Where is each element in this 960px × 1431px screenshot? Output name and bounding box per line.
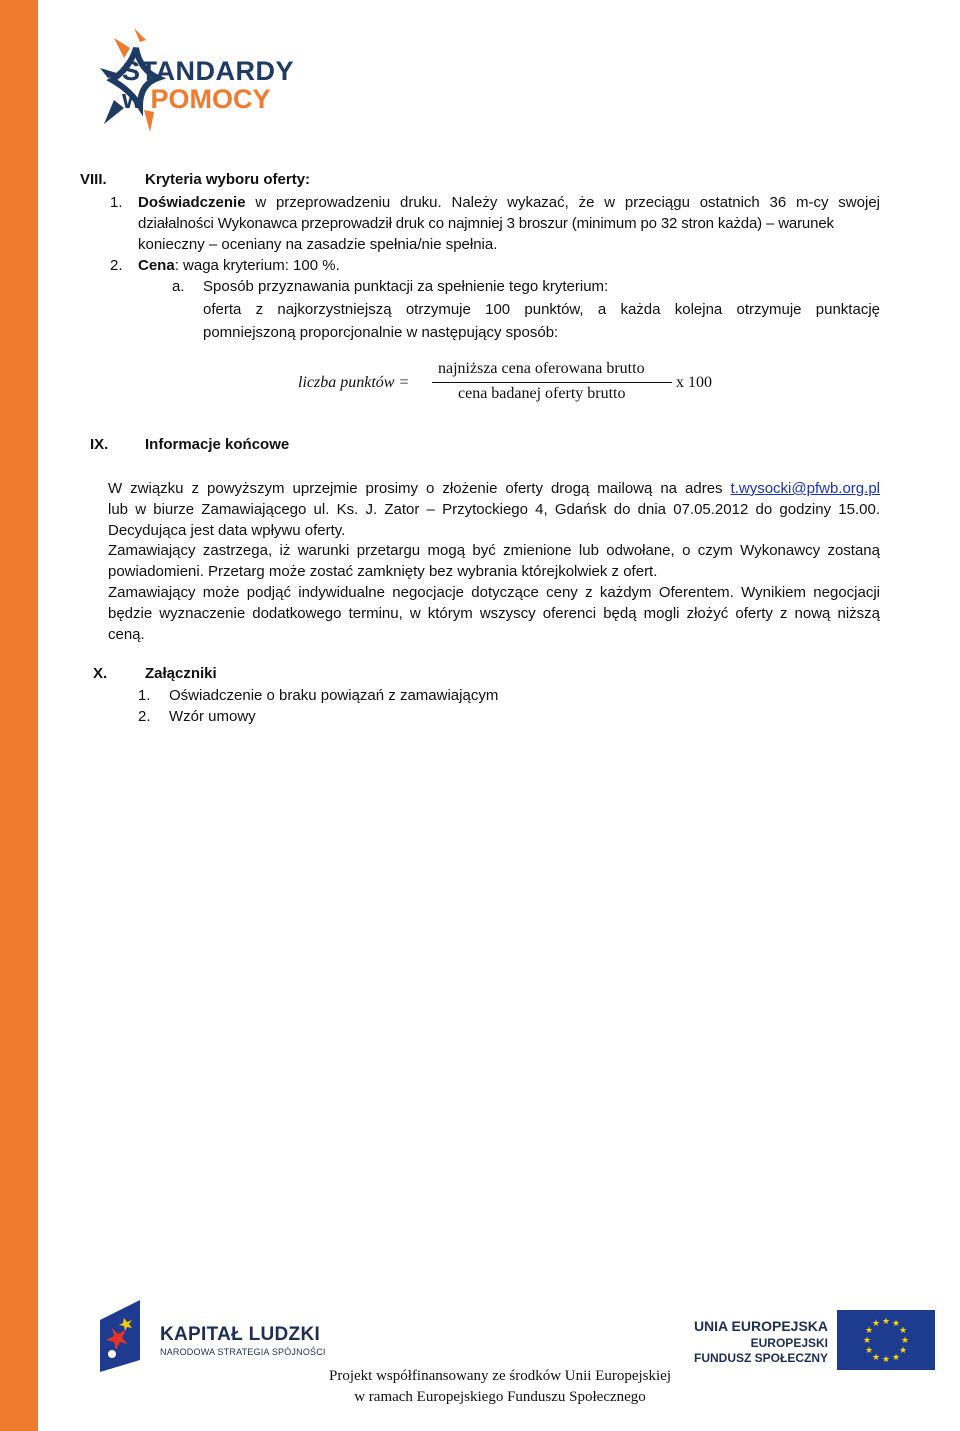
svg-text:★: ★ bbox=[900, 1336, 910, 1346]
section-9-number: IX. bbox=[90, 436, 109, 453]
kapital-ludzki-emblem-icon bbox=[100, 1300, 155, 1372]
svg-text:★: ★ bbox=[864, 1346, 874, 1356]
kapital-ludzki-logo bbox=[100, 1300, 330, 1370]
logo-w: w bbox=[122, 84, 144, 114]
p1-line1-text: W związku z powyższym uprzejmie prosimy o złożenie oferty drogą mailową na adres bbox=[108, 480, 731, 497]
svg-text:★: ★ bbox=[871, 1319, 881, 1329]
eu-line3: FUNDUSZ SPOŁECZNY bbox=[693, 1351, 828, 1365]
eu-line2: EUROPEJSKI bbox=[750, 1336, 828, 1350]
section-8-number: VIII. bbox=[80, 171, 107, 188]
email-link[interactable]: t.wysocki@pfwb.org.pl bbox=[730, 480, 880, 497]
item1-bold: Doświadczenie bbox=[138, 194, 246, 211]
svg-text:★: ★ bbox=[898, 1326, 908, 1336]
eu-logo bbox=[695, 1310, 935, 1370]
points-formula bbox=[298, 360, 728, 408]
svg-text:★: ★ bbox=[862, 1336, 872, 1346]
formula-lhs: liczba punktów = bbox=[298, 374, 410, 391]
logo-line2 bbox=[122, 84, 271, 115]
sub-a-line2: oferta z najkorzystniejszą otrzymuje 100 punktów, a każda kolejna otrzymuje punktację bbox=[203, 301, 880, 318]
p3-line3: ceną. bbox=[108, 626, 145, 643]
attachment-2-number: 2. bbox=[138, 708, 151, 725]
p2-line2: powiadomieni. Przetarg może zostać zamknięty bez wybrania którejkolwiek z ofert. bbox=[108, 563, 658, 580]
p1-line3: Decydująca jest data wpływu oferty. bbox=[108, 522, 346, 539]
item2-bold: Cena bbox=[138, 257, 175, 274]
attachment-1-number: 1. bbox=[138, 687, 151, 704]
item1-line3: konieczny – oceniany na zasadzie spełnia/nie spełnia. bbox=[138, 236, 498, 253]
svg-text:★: ★ bbox=[891, 1319, 901, 1329]
eu-flag-icon bbox=[837, 1310, 935, 1370]
sub-a-text: Sposób przyznawania punktacji za spełnienie tego kryterium: bbox=[203, 278, 609, 295]
attachment-1-label: Oświadczenie o braku powiązań z zamawiającym bbox=[169, 687, 499, 704]
logo-pomocy: POMOCY bbox=[150, 84, 271, 114]
item2-line bbox=[138, 255, 340, 276]
section-8-title: Kryteria wyboru oferty: bbox=[145, 171, 311, 188]
section-9-title: Informacje końcowe bbox=[145, 436, 290, 453]
item1-number: 1. bbox=[110, 194, 123, 211]
p1-line2: lub w biurze Zamawiającego ul. Ks. J. Zator – Przytockiego 4, Gdańsk do dnia 07.05.2012 do godziny 15.00. bbox=[108, 501, 880, 518]
kl-title: KAPITAŁ LUDZKI bbox=[160, 1324, 321, 1345]
item1-line1 bbox=[138, 192, 880, 213]
svg-text:★: ★ bbox=[891, 1353, 901, 1363]
p2-line1: Zamawiający zastrzega, iż warunki przetargu mogą być zmienione lub odwołane, o czym Wykonawcy zostaną bbox=[108, 542, 880, 559]
item1-rest: w przeprowadzeniu druku. Należy wykazać, że w przeciągu ostatnich 36 m-cy swojej bbox=[245, 194, 880, 211]
p1-line1 bbox=[108, 478, 880, 499]
svg-text:★: ★ bbox=[898, 1346, 908, 1356]
formula-multiplier: x 100 bbox=[676, 374, 712, 391]
orange-side-bar bbox=[0, 0, 38, 1431]
cofinancing-note bbox=[300, 1366, 700, 1408]
sub-a-line3: pomniejszoną proporcjonalnie w następujący sposób: bbox=[203, 324, 559, 341]
svg-text:★: ★ bbox=[881, 1355, 891, 1365]
section-10-title: Załączniki bbox=[145, 665, 217, 682]
cofinancing-line2: w ramach Europejskiego Funduszu Społecznego bbox=[354, 1389, 646, 1405]
formula-denominator: cena badanej oferty brutto bbox=[458, 385, 626, 402]
eu-line1: UNIA EUROPEJSKA bbox=[693, 1318, 828, 1334]
formula-numerator: najniższa cena oferowana brutto bbox=[438, 360, 645, 377]
item1-line2: działalności Wykonawca przeprowadził druk co najmniej 3 broszur (minimum po 32 stron każda) – warunek bbox=[138, 215, 834, 232]
cofinancing-line1: Projekt współfinansowany ze środków Unii Europejskiej bbox=[328, 1368, 672, 1384]
p3-line2: będzie wyznaczenie dodatkowego terminu, w którym wszyscy oferenci będą mogli złożyć oferty z nową niższą bbox=[108, 605, 880, 622]
formula-fraction-line bbox=[432, 382, 672, 383]
kl-subtitle: NARODOWA STRATEGIA SPÓJNOŚCI bbox=[160, 1347, 326, 1357]
svg-text:★: ★ bbox=[871, 1353, 881, 1363]
logo-line1: STANDARDY bbox=[122, 56, 294, 86]
svg-text:★: ★ bbox=[881, 1317, 891, 1327]
p3-line1: Zamawiający może podjąć indywidualne negocjacje dotyczące ceny z każdym Oferentem. Wynikiem negocjacji bbox=[108, 584, 880, 601]
sub-a-number: a. bbox=[172, 278, 185, 295]
svg-text:★: ★ bbox=[864, 1326, 874, 1336]
item2-rest: : waga kryterium: 100 %. bbox=[174, 257, 340, 274]
section-10-number: X. bbox=[93, 665, 108, 682]
item2-number: 2. bbox=[110, 257, 123, 274]
attachment-2-label: Wzór umowy bbox=[169, 708, 256, 725]
